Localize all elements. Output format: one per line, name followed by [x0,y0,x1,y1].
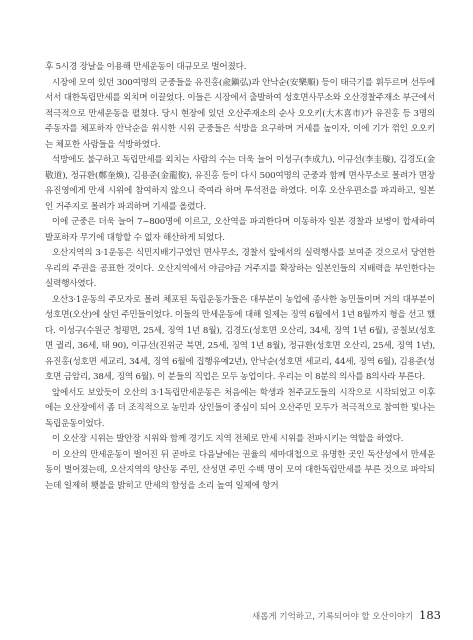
running-title: 새롭게 기억하고, 기록되어야 할 오산이야기 [252,612,414,622]
page-footer [0,608,441,622]
paragraph-5: 오산지역의 3·1운동은 식민지배기구였던 면사무소, 경찰서 앞에서의 실력행사를 보여준 것으로서 당연한 우리의 주권을 공표한 것이다. 오산지역에서 야금야금 거주지를 확장하는 일본인들의 지배력을 부인한다는 실력행사였다. [45,248,435,289]
paragraph-2: 시장에 모여 있던 300여명의 군중들을 유진홍(兪鎭弘)과 안낙순(安樂順) 등이 태극기를 휘두르며 선두에 서서 대한독립만세를 외치며 이끌었다. 이들은 시장에서 출발하여 성호면사무소와 오산경찰주재소 부근에서 적극적으로 만세운동을 펼쳤다. 당시 현장에 있던 오산주재소의 순사 오오키(大木喜市)가 유진홍 등 3명의 주동자를 체포하자 안낙순을 위시한 시위 군중들은 석방을 요구하며 거세를 높이자, 이에 기가 꺾인 오오키는 체포한 사람들을 석방하였다. [45,77,435,150]
paragraph-3: 석방에도 불구하고 독립만세를 외치는 사람의 수는 더욱 늘어 이성구(李成九), 이규선(李圭璇), 김경도(金敬道), 정규환(鄭奎煥), 김용준(金龍俊), 유진홍 등이 다시 500여명의 군중과 함께 면사무소로 몰려가 면장 유진영에게 만세 시위에 참여하지 않으니 죽여라 하며 투석전을 하였다. 이후 오산우편소를 파괴하고, 일본인 거주지로 몰려가 파괴하며 기세를 올렸다. [45,155,435,212]
paragraph-9: 이 오산의 만세운동이 벌어진 뒤 곧바로 다음날에는 권율의 세마대첩으로 유명한 곳인 독산성에서 만세운동이 벌어졌는데, 오산지역의 양산동 주민, 산성면 주민 수백 명이 모여 대한독립만세를 부른 것으로 파악되는데 일제히 횃불을 밝히고 만세의 함성을 소리 높여 일제에 항거 [45,449,435,491]
paragraph-4: 이에 군중은 더욱 늘어 7~800명에 이르고, 오산역을 파괴한다며 이동하자 일본 경찰과 보병이 합세하여 발포하자 무기에 대항할 수 없자 해산하게 되었다. [45,217,435,243]
paragraph-8: 이 오산장 시위는 발안장 시위와 함께 경기도 지역 전체로 만세 시위를 전파시키는 역할을 하였다. [51,434,404,444]
page-number: 183 [419,608,441,622]
paragraph-7: 앞에서도 보았듯이 오산의 3·1독립만세운동은 처음에는 학생과 천주교도들의 시작으로 시작되었고 이후에는 오산장에서 좀 더 조직적으로 농민과 상인들이 중심이 되어 오산주민 모두가 적극적으로 참여한 빛나는 독립운동이었다. [45,387,435,429]
body-text [45,60,435,494]
paragraph-1: 후 5시경 장날을 이용해 만세운동이 대규모로 벌어졌다. [45,62,247,72]
paragraph-6: 오산3·1운동의 주모자로 몰려 체포된 독립운동가들은 대부분이 농업에 종사한 농민들이며 거의 대부분이 성호면(오산)에 살던 주민들이었다. 이들의 만세운동에 대해 일제는 징역 6월에서 1년 8월까지 형을 선고 했다. 이성구(수원군 청평면, 25세, 징역 1년 8월), 김경도(성호면 오산리, 34세, 징역 1년 6월), 공칠보(성호면 궐리, 36세, 태 90), 이규선(진위군 북면, 25세, 징역 1년 8월), 정규환(성호면 오산리, 25세, 징역 1년), 유진홍(성호면 세교리, 34세, 징역 6월에 집행유예2년), 안낙순(성호면 세교리, 44세, 징역 6월), 김용준(성호면 금암리, 38세, 징역 6월). 이 분들의 직업은 모두 농업이다. 우리는 이 8분의 의사를 8의사라 부른다. [45,294,435,382]
